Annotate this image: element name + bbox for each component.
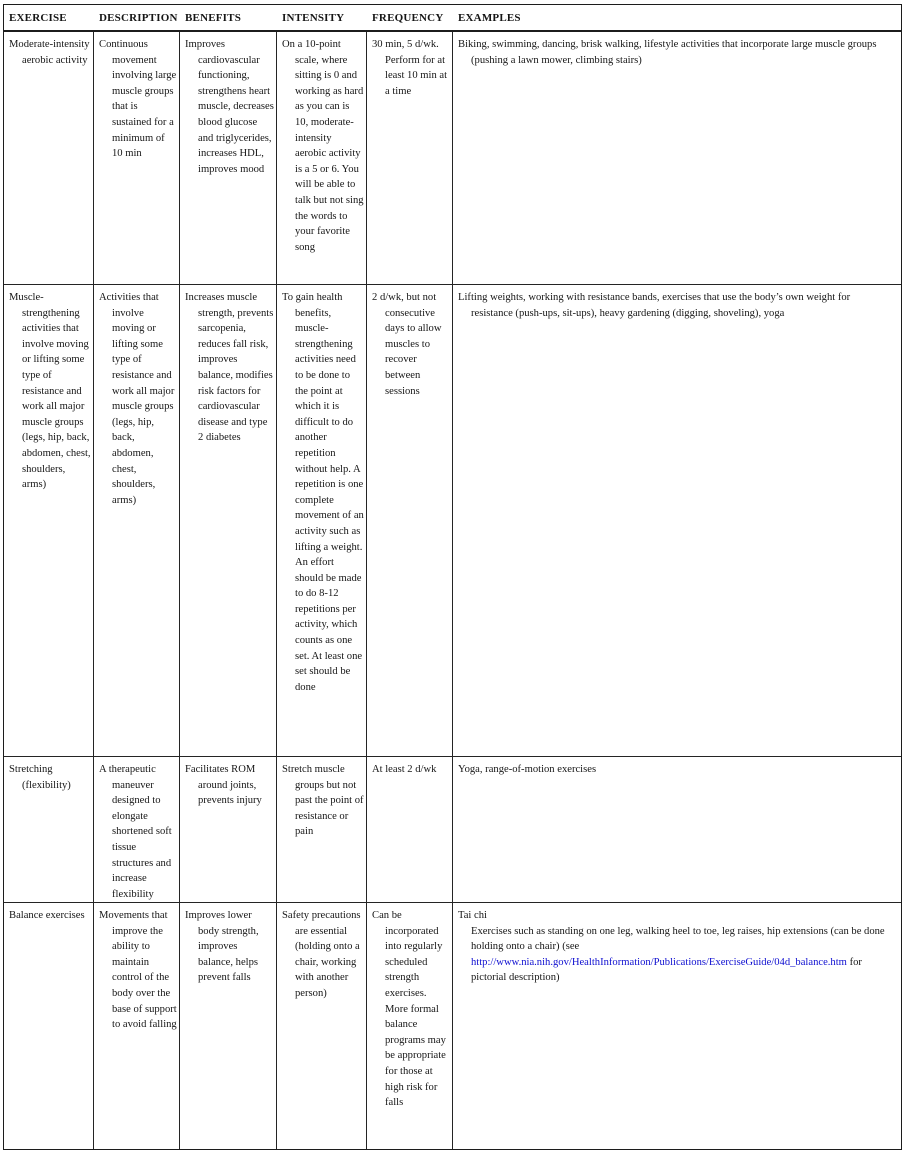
cell-intensity — [277, 32, 367, 284]
cell-text: Moderate-intensity aerobic activity — [9, 39, 90, 66]
header-description: DESCRIPTION — [99, 11, 178, 24]
cell-text: Yoga, range-of-motion exercises — [458, 764, 597, 775]
cell-frequency — [367, 757, 453, 902]
cell-text: Safety precautions are essential (holding onto a chair, working with another person) — [282, 910, 361, 999]
table-header-row — [4, 5, 901, 32]
cell-frequency — [367, 285, 453, 756]
cell-text: To gain health benefits, muscle-strengthening activities need to be done to the point at which it is difficult to do another repetition without help. A repetition is one complete movement of an activity such as lifting a weight. An effort should be made to do 8-12 repetitions per activity, which counts as one set. At least one set should be done — [282, 292, 364, 693]
cell-examples — [453, 285, 901, 756]
cell-text: Balance exercises — [9, 910, 85, 921]
cell-frequency — [367, 32, 453, 284]
cell-text: Continuous movement involving large muscle groups that is sustained for a minimum of 10 min — [99, 39, 177, 160]
row-balance — [4, 902, 901, 1149]
cell-frequency — [367, 903, 453, 1149]
cell-intensity — [277, 903, 367, 1149]
cell-text: Can be incorporated into regularly scheduled strength exercises. More formal balance programs may be appropriate for those at high risk for falls — [372, 910, 446, 1109]
cell-description — [94, 757, 180, 902]
cell-description — [94, 285, 180, 756]
cell-examples — [453, 757, 901, 902]
cell-exercise — [4, 32, 94, 284]
cell-text: On a 10-point scale, where sitting is 0 and working as hard as you can is 10, moderate-intensity aerobic activity is a 5 or 6. You will be able to talk but not sing the words to your favorite song — [282, 39, 364, 253]
row-moderate-aerobic — [4, 32, 901, 284]
cell-text: Activities that involve moving or lifting some type of resistance and work all major muscle groups (legs, hip, back, abdomen, chest, shoulders, arms) — [99, 292, 175, 506]
cell-text: Movements that improve the ability to maintain control of the body over the base of support to avoid falling — [99, 910, 177, 1031]
row-stretching — [4, 756, 901, 902]
cell-text: Stretch muscle groups but not past the point of resistance or pain — [282, 764, 364, 838]
balance-exercise-guide-link[interactable]: http://www.nia.nih.gov/HealthInformation/Publications/ExerciseGuide/04d_balance.htm — [471, 956, 847, 968]
cell-examples — [453, 32, 901, 284]
examples-detail — [458, 924, 893, 986]
cell-text: Biking, swimming, dancing, brisk walking, lifestyle activities that incorporate large muscle groups (pushing a lawn mower, climbing stairs) — [458, 39, 877, 66]
cell-text: Improves cardiovascular functioning, strengthens heart muscle, decreases blood glucose and triglycerides, increases HDL, improves mood — [185, 39, 274, 175]
cell-description — [94, 903, 180, 1149]
cell-text: Stretching (flexibility) — [9, 764, 71, 791]
header-exercise: EXERCISE — [9, 11, 67, 24]
cell-examples — [453, 903, 901, 1149]
cell-text: At least 2 d/wk — [372, 764, 437, 775]
cell-text: Improves lower body strength, improves balance, helps prevent falls — [185, 910, 259, 984]
cell-text: 2 d/wk, but not consecutive days to allow muscles to recover between sessions — [372, 292, 442, 397]
header-intensity: INTENSITY — [282, 11, 345, 24]
cell-exercise — [4, 757, 94, 902]
examples-text-before-link: Exercises such as standing on one leg, walking heel to toe, leg raises, hip extensions (can be done holding onto a chair) (see — [471, 925, 885, 953]
cell-benefits — [180, 285, 277, 756]
header-benefits: BENEFITS — [185, 11, 242, 24]
cell-text: Facilitates ROM around joints, prevents injury — [185, 764, 262, 807]
cell-exercise — [4, 285, 94, 756]
cell-intensity — [277, 757, 367, 902]
cell-intensity — [277, 285, 367, 756]
cell-benefits — [180, 32, 277, 284]
cell-text: Lifting weights, working with resistance bands, exercises that use the body’s own weight for resistance (push-ups, sit-ups), heavy gardening (digging, shoveling), yoga — [458, 292, 851, 319]
header-examples: EXAMPLES — [458, 11, 521, 24]
cell-benefits — [180, 903, 277, 1149]
row-muscle-strengthening — [4, 284, 901, 756]
examples-text-after-link: for pictorial description) — [471, 956, 862, 984]
cell-text: Increases muscle strength, prevents sarcopenia, reduces fall risk, improves balance, modifies risk factors for cardiovascular disease and type 2 diabetes — [185, 292, 274, 444]
cell-text: 30 min, 5 d/wk. Perform for at least 10 min at a time — [372, 39, 448, 97]
cell-text: A therapeutic maneuver designed to elongate shortened soft tissue structures and increase flexibility — [99, 764, 172, 900]
examples-title: Tai chi — [458, 910, 487, 921]
cell-text: Muscle-strengthening activities that involve moving or lifting some type of resistance and work all major muscle groups (legs, hip, back, abdomen, chest, shoulders, arms) — [9, 292, 91, 491]
cell-description — [94, 32, 180, 284]
exercise-types-table — [3, 4, 902, 1150]
cell-exercise — [4, 903, 94, 1149]
cell-benefits — [180, 757, 277, 902]
header-frequency: FREQUENCY — [372, 11, 444, 24]
